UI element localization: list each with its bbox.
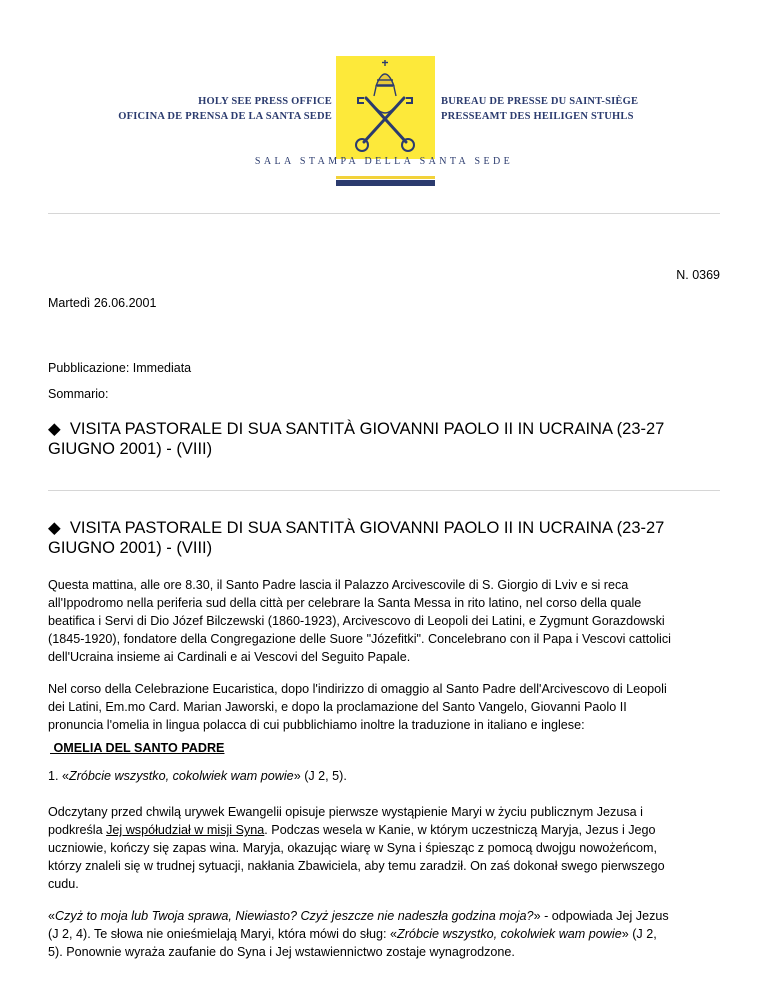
diamond-bullet-icon: ◆ (48, 519, 61, 537)
header-divider (48, 213, 720, 214)
article-paragraph-intro: Questa mattina, alle ore 8.30, il Santo Padre lascia il Palazzo Arcivescovile di S. Giorgio di Lviv e si reca all'Ippodromo nella periferia sud della città per celebrare la Santa Messa in rito latino, nel corso della quale beatifica i Servi di Dio Józef Bilczewski (1860-1923), Arcivescovo di Leopoli dei Latini, e Zygmunt Gorazdowski (1845-1920), fondatore della Congregazione delle Suore "Józefitki". Concelebrano con il Papa i Vescovi cattolici dell'Ucraina insieme ai Cardinali e ai Vescovi del Seguito Papale. (48, 578, 671, 664)
press-office-german: PRESSEAMT DES HEILIGEN STUHLS (441, 111, 634, 122)
summary-divider (48, 490, 720, 491)
press-office-spanish: OFICINA DE PRENSA DE LA SANTA SEDE (118, 111, 332, 122)
sala-stampa-title: SALA STAMPA DELLA SANTA SEDE (254, 156, 514, 167)
mission-link[interactable]: Jej współudział w misji Syna (106, 823, 265, 837)
article-paragraph-celebration: Nel corso della Celebrazione Eucaristica, dopo l'indirizzo di omaggio al Santo Padre dell'Arcivescovo di Leopoli dei Latini, Em.mo Card. Marian Jaworski, e dopo la proclamazione del Santo Vangelo, Giovanni Paolo II pronuncia l'omelia in lingua polacca di cui pubblichiamo inoltre la traduzione in italiano e inglese: (48, 682, 667, 732)
bulletin-date: Martedì 26.06.2001 (48, 296, 157, 310)
press-office-english: HOLY SEE PRESS OFFICE (198, 96, 332, 107)
summary-label: Sommario: (48, 387, 109, 401)
homily-paragraph-reply: «Czyż to moja lub Twoja sprawa, Niewiasto? Czyż jeszcze nie nadeszła godzina moja?» - odpowiada Jej Jezus (J 2, 4). Te słowa nie onieśmielają Maryi, która mówi do sług: «Zróbcie wszystko, cokolwiek wam powie» (J 2, 5). Ponownie wyraża zaufanie do Syna i Jej wstawiennictwo zostaje wynagrodzone. (48, 909, 669, 959)
summary-title[interactable]: ◆ VISITA PASTORALE DI SUA SANTITÀ GIOVANNI PAOLO II IN UCRAINA (23-27 GIUGNO 2001) - (VIII) (48, 420, 665, 458)
homily-paragraph-cana: Odczytany przed chwilą urywek Ewangelii opisuje pierwsze wystąpienie Maryi w życiu publicznym Jezusa i podkreśla Jej współudział w misji Syna. Podczas wesela w Kanie, w którym uczestniczą Maryja, Jezus i Jego uczniowie, kończy się zapas wina. Maryja, okazując wiarę w Syna i śpiesząc z pomocą dwojgu nowożeńcom, którzy znaleli się w trudnej sytuacji, nakłania Zbawiciela, aby temu zaradził. On zaś dokonał swego pierwszego cudu. (48, 805, 665, 891)
papal-keys-crest-icon (336, 56, 435, 159)
homily-heading[interactable]: OMELIA DEL SANTO PADRE (53, 741, 225, 755)
publication-status: Pubblicazione: Immediata (48, 361, 192, 375)
header-yellow-bar (336, 176, 435, 179)
homily-verse-1: 1. «Zróbcie wszystko, cokolwiek wam powie» (J 2, 5). (48, 769, 347, 783)
crest-panel (336, 56, 435, 159)
article-title: ◆ VISITA PASTORALE DI SUA SANTITÀ GIOVANNI PAOLO II IN UCRAINA (23-27 GIUGNO 2001) - (VIII) (48, 519, 665, 557)
press-office-french: BUREAU DE PRESSE DU SAINT-SIÈGE (441, 96, 639, 107)
diamond-bullet-icon: ◆ (48, 420, 61, 438)
bulletin-number: N. 0369 (676, 268, 720, 282)
header-navy-bar (336, 180, 435, 186)
